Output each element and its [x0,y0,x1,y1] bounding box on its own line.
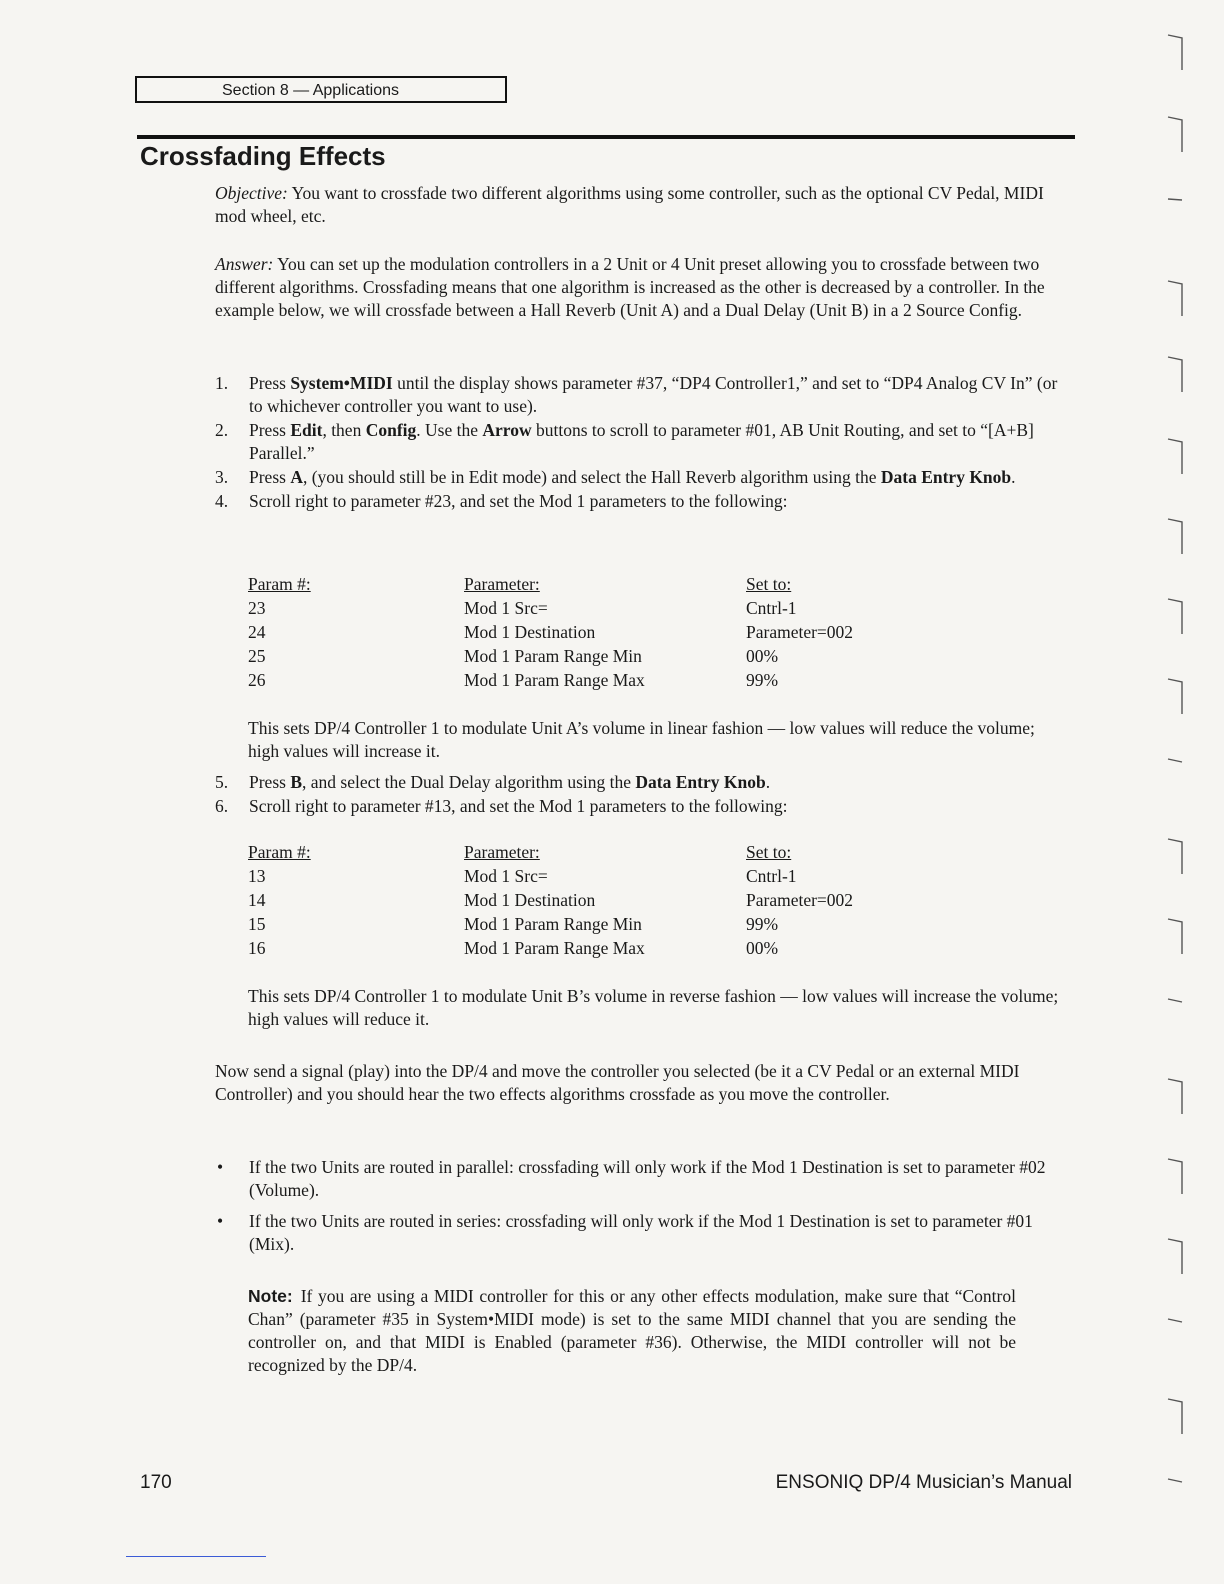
step-item [215,490,1065,513]
page-number: 170 [140,1472,172,1493]
step-text: . [765,772,771,792]
step-text: . [1011,467,1016,487]
table-cell: 00% [746,645,779,666]
table-header-parameter: Parameter: [464,573,540,594]
table-row [248,888,946,912]
table-row [248,912,946,936]
bullet-list [215,1156,1065,1264]
bullet-text: If the two Units are routed in parallel: crossfading will only work if the Mod 1 Destination is set to parameter #02 (Volume). [249,1157,1046,1200]
table-cell: 26 [248,669,266,690]
table-cell: Mod 1 Destination [464,621,596,642]
table-cell: Mod 1 Param Range Min [464,645,642,666]
step-text: Press [249,373,291,393]
table-cell: Cntrl-1 [746,597,797,618]
step-item [215,419,1065,465]
step-item [215,771,1065,794]
table-cell: 15 [248,913,266,934]
now-send-paragraph: Now send a signal (play) into the DP/4 and move the controller you selected (be it a CV Pedal or an external MIDI Controller) and you should hear the two effects algorithms crossfade as you move the controller. [215,1061,1020,1104]
footer-manual-title: ENSONIQ DP/4 Musician’s Manual [775,1472,1072,1493]
step-text: , and select the Dual Delay algorithm using the [302,772,636,792]
table-cell: Parameter=002 [746,621,854,642]
step-text: , then [322,420,366,440]
answer-text: You can set up the modulation controllers in a 2 Unit or 4 Unit preset allowing you to crossfade between two different algorithms. Crossfading means that one algorithm is increased as the other is decreased by a controller. In the example below, we will crossfade between a Hall Reverb (Unit A) and a Dual Delay (Unit B) in a 2 Source Config. [215,254,1045,320]
table-cell: 00% [746,937,779,958]
objective-paragraph [215,182,1065,228]
table-header-setto: Set to: [746,841,792,862]
step-item [215,795,1065,818]
table-header-parameter: Parameter: [464,841,540,862]
table-row [248,668,946,692]
table-cell: 14 [248,889,266,910]
note-label: Note: [248,1286,293,1306]
table-header-setto: Set to: [746,573,792,594]
objective-label: Objective: [215,183,288,203]
table-row [248,644,946,668]
table-header-param: Param #: [248,573,311,594]
table-row [248,864,946,888]
step-text: Press [249,772,291,792]
objective-text: You want to crossfade two different algorithms using some controller, such as the optional CV Pedal, MIDI mod wheel, etc. [215,183,1044,226]
table-a-note: This sets DP/4 Controller 1 to modulate Unit A’s volume in linear fashion — low values will reduce the volume; high values will increase it. [248,718,1035,761]
table-row [248,936,946,960]
step-text: . Use the [416,420,483,440]
step-key: Config [365,420,417,440]
table-cell: 16 [248,937,266,958]
page-title: Crossfading Effects [140,141,386,171]
steps-list [215,372,1065,514]
title-rule [137,135,1075,139]
note-paragraph [248,1285,1016,1377]
bullet-dot: • [217,1157,224,1177]
bullet-dot: • [217,1211,224,1231]
table-cell: Mod 1 Src= [464,865,548,886]
list-item [215,1210,1065,1256]
answer-label: Answer: [215,254,274,274]
table-header-param: Param #: [248,841,311,862]
table-cell: 25 [248,645,266,666]
step-text: buttons to scroll to parameter #01, AB Unit Routing, and set to “[A+B] Parallel.” [249,420,1034,463]
step-text: Scroll right to parameter #23, and set the Mod 1 parameters to the following: [249,491,788,511]
step-key: Arrow [482,420,532,440]
param-table-unit-a [248,572,946,692]
step-key: B [290,772,303,792]
step-number: 2. [215,420,229,440]
step-text: , (you should still be in Edit mode) and select the Hall Reverb algorithm using the [302,467,881,487]
bottom-blue-line [126,1556,266,1557]
step-key: Edit [290,420,323,440]
table-row [248,596,946,620]
step-item [215,466,1065,489]
table-header-row [248,572,946,596]
list-item [215,1156,1065,1202]
param-table-unit-b [248,840,946,960]
step-number: 1. [215,373,229,393]
step-number: 5. [215,772,229,792]
binding-margin-marks [1160,30,1190,1510]
step-text: Press [249,467,291,487]
table-cell: Cntrl-1 [746,865,797,886]
step-key: System•MIDI [290,373,393,393]
step-item [215,372,1065,418]
table-cell: 13 [248,865,266,886]
note-text: If you are using a MIDI controller for this or any other effects modulation, make sure that “Control Chan” (parameter #35 in System•MIDI mode) is set to the same MIDI channel that you are sending the controller on, and that MIDI is Enabled (parameter #36). Otherwise, the MIDI controller will not be recognized by the DP/4. [248,1286,1016,1375]
bullet-text: If the two Units are routed in series: crossfading will only work if the Mod 1 Destination is set to parameter #01 (Mix). [249,1211,1033,1254]
table-cell: 99% [746,669,779,690]
steps-list-continued [215,771,1065,819]
step-number: 6. [215,796,229,816]
step-number: 3. [215,467,229,487]
step-text: Press [249,420,291,440]
table-cell: Parameter=002 [746,889,854,910]
table-cell: Mod 1 Src= [464,597,548,618]
step-key: Data Entry Knob [635,772,766,792]
step-key: A [290,467,303,487]
table-cell: Mod 1 Destination [464,889,596,910]
step-text: until the display shows parameter #37, “DP4 Controller1,” and set to “DP4 Analog CV In” (or to whichever controller you want to use). [249,373,1058,416]
answer-paragraph [215,253,1065,322]
table-header-row [248,840,946,864]
step-key: Data Entry Knob [880,467,1012,487]
table-b-note: This sets DP/4 Controller 1 to modulate Unit B’s volume in reverse fashion — low values will increase the volume; high values will reduce it. [248,986,1059,1029]
table-cell: Mod 1 Param Range Min [464,913,642,934]
table-cell: 24 [248,621,266,642]
table-cell: Mod 1 Param Range Max [464,937,645,958]
step-number: 4. [215,491,229,511]
section-header [135,76,507,103]
step-text: Scroll right to parameter #13, and set the Mod 1 parameters to the following: [249,796,788,816]
table-row [248,620,946,644]
section-header-text: Section 8 — Applications [222,82,399,99]
table-cell: 99% [746,913,779,934]
table-cell: Mod 1 Param Range Max [464,669,645,690]
table-cell: 23 [248,597,266,618]
